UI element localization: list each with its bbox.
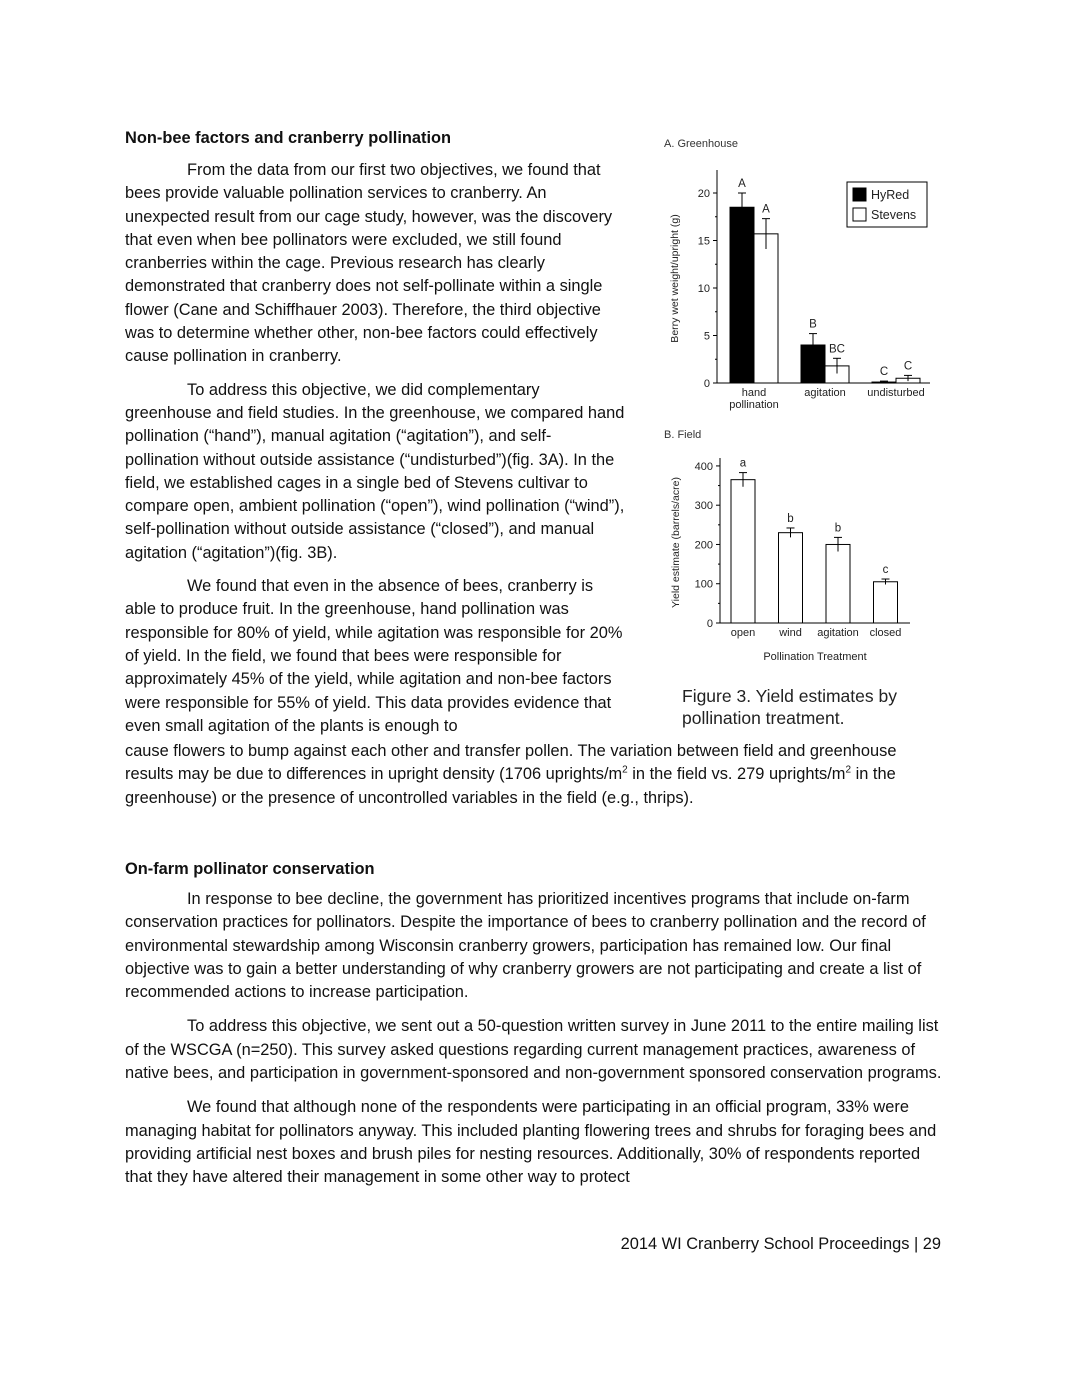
paragraph: To address this objective, we did complementary greenhouse and field studies. In the greenhouse, we compared hand pollination (“hand”), manual agitation (“agitation”), and self-pollination without outside assistance (“undisturbed”)(fig. 3A). In the field, we established cages in a single bed of Stevens cultivar to compare open, ambient pollination (“open”), wind pollination (“wind”), self-pollination without outside assistance (“closed”), and manual agitation (“agitation”)(fig. 3B). xyxy=(125,380,625,562)
significance-letter: C xyxy=(879,366,889,379)
panel-b-title: B. Field xyxy=(664,429,702,441)
legend-label: Stevens xyxy=(871,208,917,222)
paragraph: From the data from our first two objectives, we found that bees provide valuable pollination services to cranberry. An unexpected result from our cage study, however, was the discovery that even when bee pollinators were excluded, we still found cranberries within the cage. Previous research has clearly demonstrated that cranberry does not self-pollinate within a single flower (Cane and Schiffhauer 2003). Therefore, the third objective was to determine whether other, non-bee factors could effectively cause pollination in cranberry. xyxy=(125,161,613,366)
x-axis-label: Pollination Treatment xyxy=(763,651,867,663)
superscript: 2 xyxy=(622,764,628,776)
significance-letter: b xyxy=(787,512,794,525)
paragraph: We found that even in the absence of bees, cranberry is able to produce fruit. In the greenhouse, hand pollination was responsible for 80% of yield, while agitation was responsible for 20% of yield. In the field, we found that bees were responsible for approximately 45% of the yield, while agitation and non-bee factors were responsible for 55% of yield. This data provides evidence that even small agitation of the plants is enough to xyxy=(125,577,623,735)
y-tick-label: 0 xyxy=(706,618,713,630)
bar xyxy=(731,480,755,623)
figure-caption: Figure 3. Yield estimates by pollination treatment. xyxy=(682,686,897,728)
bar xyxy=(874,582,898,623)
x-tick-label: closed xyxy=(869,627,902,639)
significance-letter: B xyxy=(809,318,817,331)
bar xyxy=(754,234,778,383)
legend xyxy=(847,182,927,227)
figure-3 xyxy=(652,132,942,677)
section-heading-on-farm: On-farm pollinator conservation xyxy=(125,860,375,878)
y-tick-label: 10 xyxy=(697,283,710,295)
significance-letter: A xyxy=(738,178,746,190)
x-tick-label: open xyxy=(730,627,756,639)
y-tick-label: 400 xyxy=(694,460,713,473)
panel-a-title: A. Greenhouse xyxy=(664,138,738,150)
superscript: 2 xyxy=(845,764,852,776)
page-footer: 2014 WI Cranberry School Proceedings | 29 xyxy=(620,1235,941,1253)
section1-left-column xyxy=(125,159,625,748)
x-tick-label: wind xyxy=(779,627,802,639)
section1-full-width-text xyxy=(125,740,945,810)
legend-swatch xyxy=(853,208,866,221)
significance-letter: b xyxy=(834,522,842,535)
section2-body xyxy=(125,888,945,1201)
chart-field xyxy=(670,458,910,663)
paragraph: To address this objective, we sent out a 50-question written survey in June 2011 to the entire mailing list of the WSCGA (n=250). This survey asked questions regarding current management practices, awareness of native bees, and participation in government-sponsored and non-government sponsored conservation programs. xyxy=(125,1017,942,1083)
y-tick-label: 100 xyxy=(694,578,713,591)
section-heading-non-bee: Non-bee factors and cranberry pollination xyxy=(125,129,452,147)
y-tick-label: 200 xyxy=(694,539,713,552)
bar xyxy=(826,544,850,623)
significance-letter: a xyxy=(739,457,747,470)
y-tick-label: 15 xyxy=(697,235,710,248)
paragraph-continuation: in the greenhouse) or the presence of uncontrolled variables in the field (e.g., thrips). xyxy=(125,765,896,807)
y-axis-label: Yield estimate (barrels/acre) xyxy=(670,477,682,608)
legend-label: HyRed xyxy=(871,188,910,202)
y-tick-label: 5 xyxy=(703,330,710,343)
x-tick-label: agitation xyxy=(804,387,846,399)
significance-letter: A xyxy=(762,203,770,216)
bar xyxy=(730,207,754,383)
x-tick-label: agitation xyxy=(817,627,859,639)
paragraph-continuation: cause flowers to bump against each other and transfer pollen. The variation between field and greenhouse results may be due to differences in upright density (1706 uprights/m xyxy=(125,742,897,784)
paragraph-continuation: in the field vs. 279 uprights/m xyxy=(627,765,846,784)
bar xyxy=(779,533,803,623)
y-tick-label: 20 xyxy=(697,188,710,200)
x-tick-label: undisturbed xyxy=(867,387,925,399)
significance-letter: c xyxy=(882,564,889,577)
x-tick-label: pollination xyxy=(729,399,779,411)
legend-swatch xyxy=(853,188,866,201)
y-tick-label: 0 xyxy=(703,378,710,390)
y-tick-label: 300 xyxy=(694,500,713,513)
x-tick-label: hand xyxy=(741,387,767,399)
paragraph: In response to bee decline, the government has prioritized incentives programs that include on-farm conservation practices for pollinators. Despite the importance of bees to cranberry pollination and the record of environmental stewardship among Wisconsin cranberry growers, participation has remained low. Our final objective was to gain a better understanding of why cranberry growers are not participating and create a list of recommended actions to increase participation. xyxy=(125,890,926,1002)
significance-letter: BC xyxy=(829,343,845,356)
y-axis-label: Berry wet weight/upright (g) xyxy=(669,214,681,343)
significance-letter: C xyxy=(903,360,913,373)
paragraph: We found that although none of the respondents were participating in an official program, 33% were managing habitat for pollinators anyway. This included planting flowering trees and shrubs for foraging bees and providing artificial nest boxes and brush piles for nesting resources. Additionally, 30% of respondents reported that they have altered their management in some other way to protect xyxy=(125,1098,937,1187)
chart-greenhouse xyxy=(669,170,930,411)
